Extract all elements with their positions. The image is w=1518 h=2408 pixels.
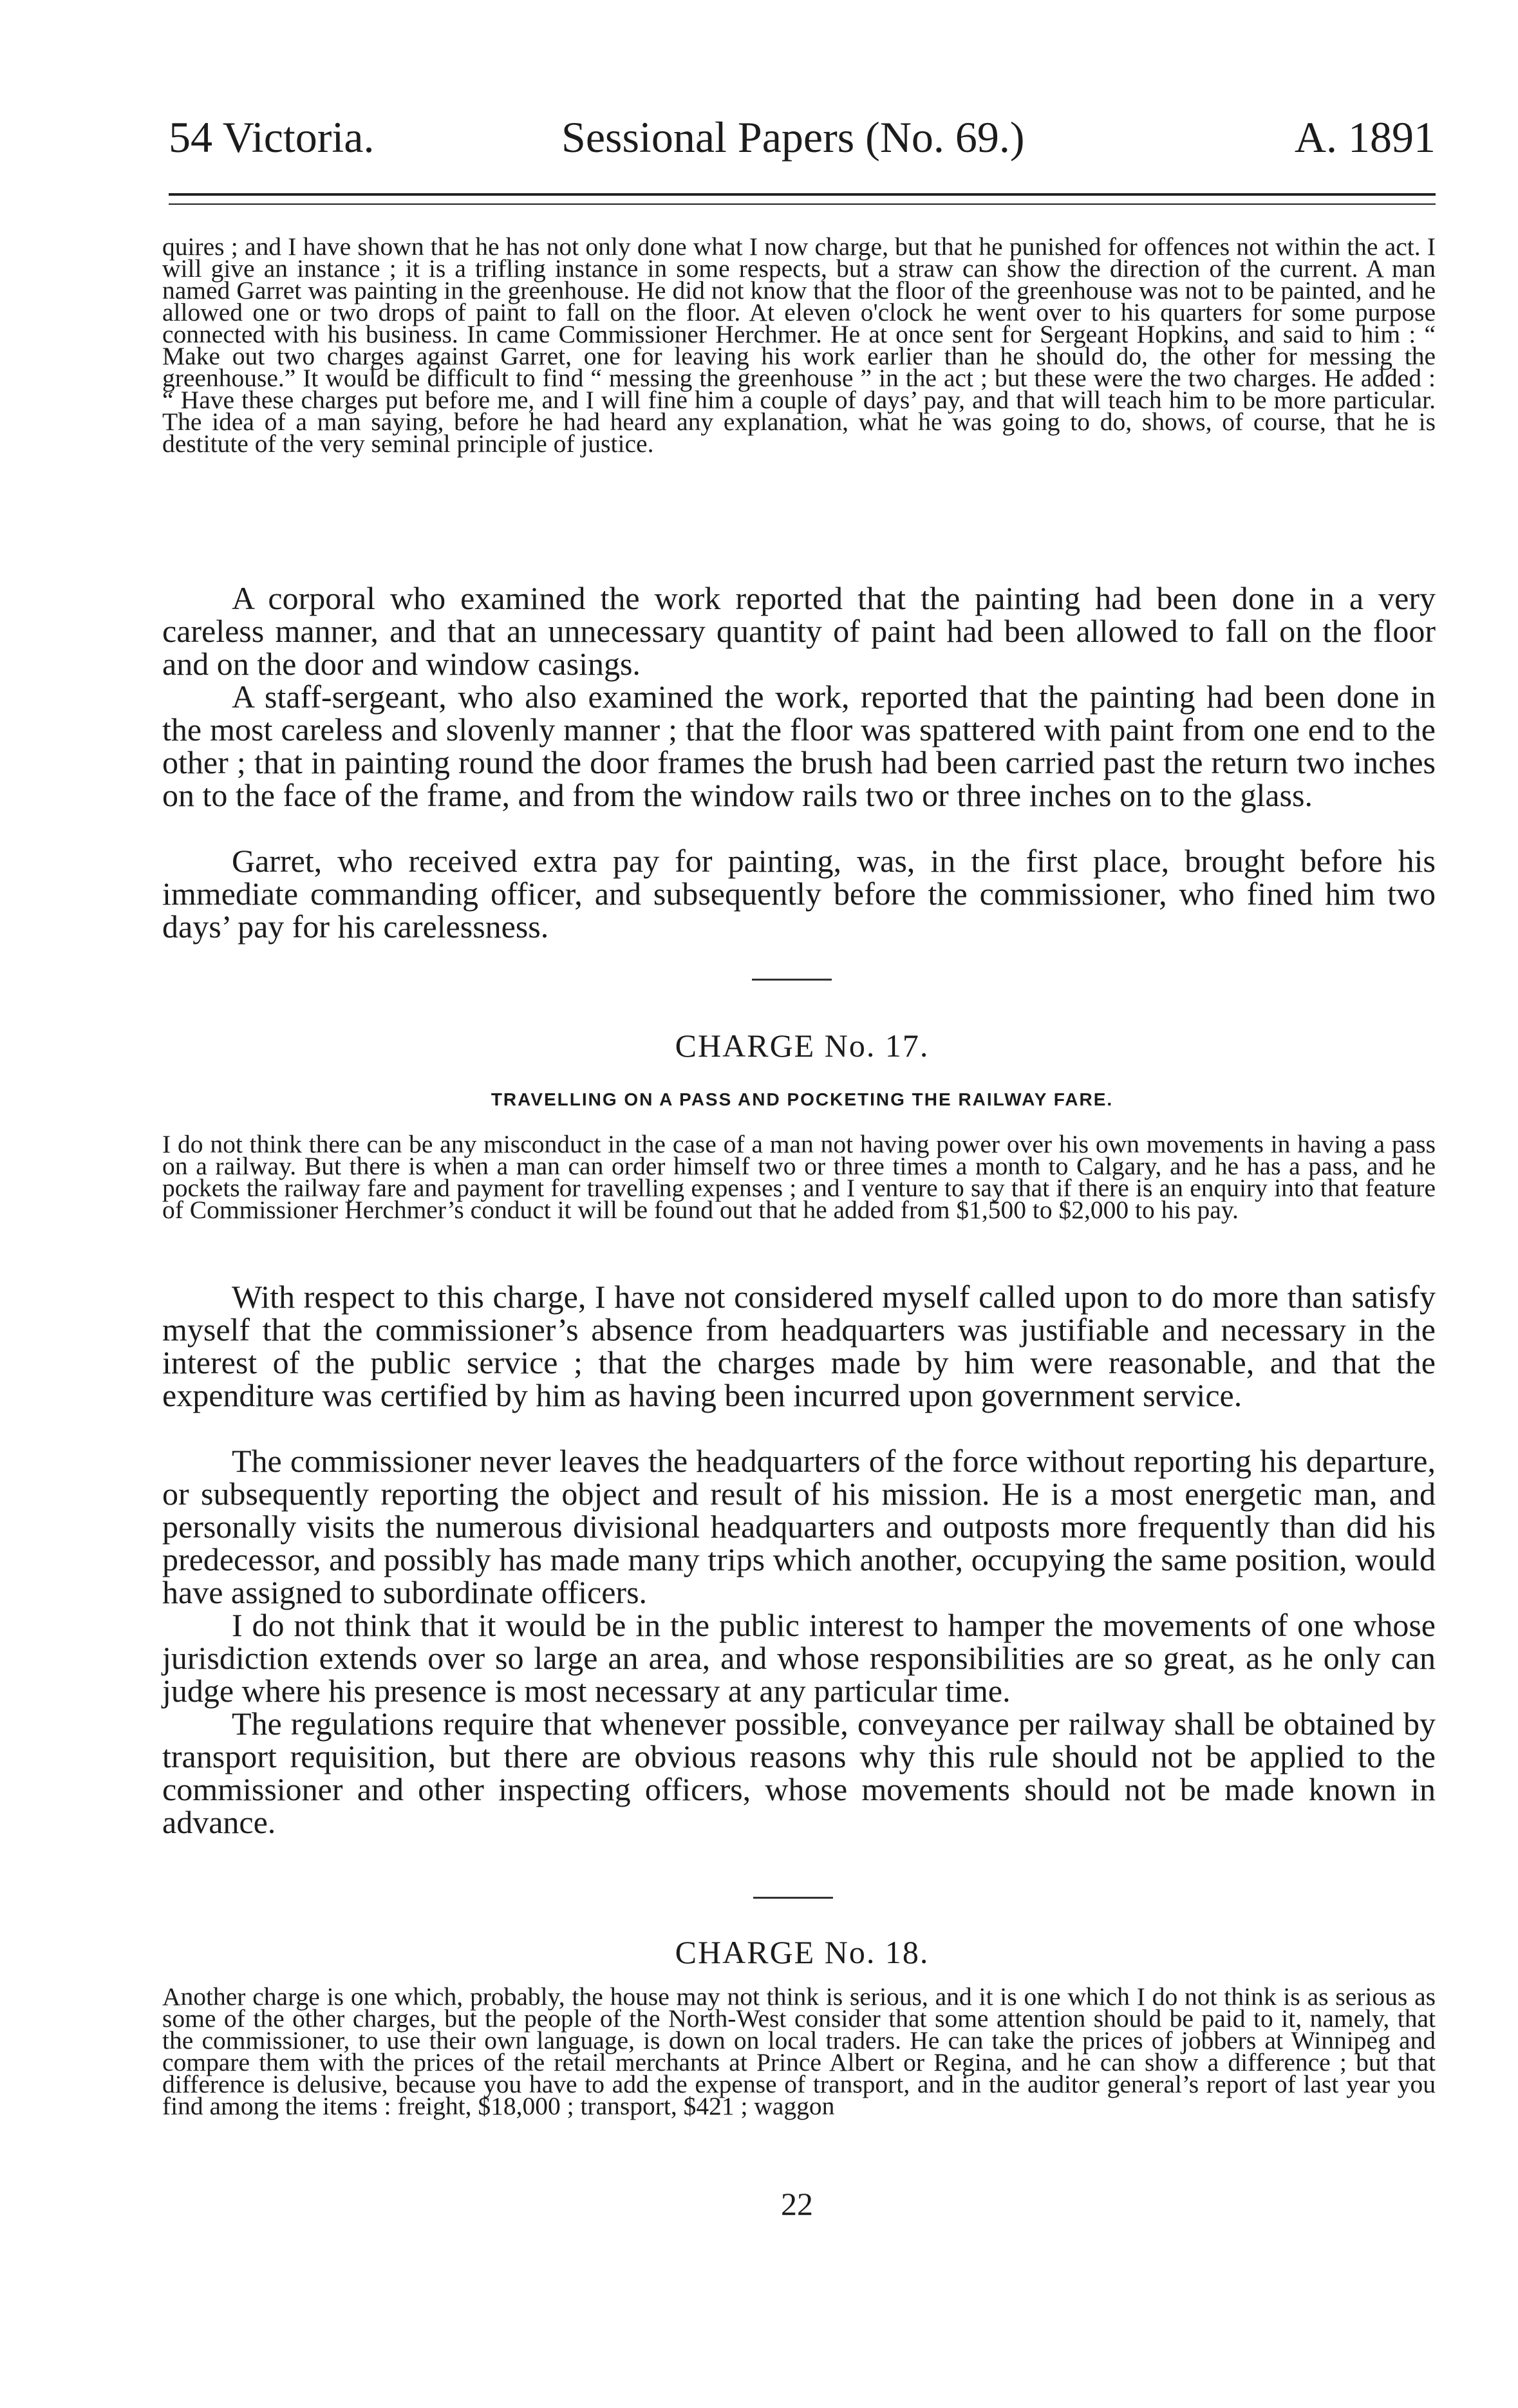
charge-17-quote: I do not think there can be any misconduct in the case of a man not having power over his own movements in having a pass on a railway. But there is when a man can order himself two or three times a month to Calgary, and he has a pass, and he pockets the railway fare and payment for travelling expenses ; and I venture to say that if there is an enquiry into that feature of Commissioner Herchmer’s conduct it will be found out that he added from $1,500 to $2,000 to his pay. — [162, 1130, 1436, 1224]
section-divider — [753, 1897, 833, 1899]
charge-18-heading: CHARGE No. 18. — [675, 1934, 930, 1970]
charge-18-quote: Another charge is one which, probably, the house may not think is serious, and it is one which I do not think is as serious as some of the other charges, but the people of the North-West consider that some attention should be paid to it, namely, that the commissioner, to use their own language, is down on local traders. He can take the prices of jobbers at Winnipeg and compare them with the prices of the retail merchants at Prince Albert or Regina, and he can show a difference ; but that difference is delusive, because you have to add the expense of transport, and in the auditor general’s report of last year you find among the items : freight, $18,000 ; transport, $421 ; waggon — [162, 1982, 1436, 2120]
charge-17-response-paragraph: The commissioner never leaves the headquarters of the force without reporting his departure, or subsequently reporting the object and result of his mission. He is a most energetic man, and personally visits the numerous divisional headquarters and outposts more frequently than did his predecessor, and possibly has made many trips which another, occupying the same position, would have assigned to subordinate officers. — [162, 1443, 1436, 1610]
charge-17-response-paragraph: The regulations require that whenever possible, conveyance per railway shall be obtained by transport requisition, but there are obvious reasons why this rule should not be applied to the commissioner and other inspecting officers, whose movements should not be made known in advance. — [162, 1706, 1436, 1840]
charge-16-response-paragraph: A corporal who examined the work reported that the painting had been done in a very careless manner, and that an unnecessary quantity of paint had been allowed to fall on the floor and on the door and window casings. — [162, 580, 1436, 682]
charge-17-response-paragraph: I do not think that it would be in the public interest to hamper the movements of one whose jurisdiction extends over so large an area, and whose responsibilities are so great, as he only can judge where his presence is most necessary at any particular time. — [162, 1607, 1436, 1709]
header-session: 54 Victoria. — [169, 113, 375, 162]
charge-16-response-paragraph: Garret, who received extra pay for painting, was, in the first place, brought before his immediate commanding officer, and subsequently before the commissioner, who fined him two days’ pay for his carelessness. — [162, 843, 1436, 945]
header-rule-thick — [169, 193, 1436, 196]
header-rule-thin — [169, 203, 1436, 205]
charge-17-heading: CHARGE No. 17. — [675, 1028, 930, 1064]
running-header — [169, 108, 1436, 166]
header-sessional-papers: Sessional Papers (No. 69.) — [561, 113, 1025, 162]
section-divider — [752, 979, 832, 981]
charge-16-quote-continuation: quires ; and I have shown that he has not only done what I now charge, but that he punished for offences not within the act. I will give an instance ; it is a trifling instance in some respects, but a straw can show the direction of the current. A man named Garret was painting in the greenhouse. He did not know that the floor of the greenhouse was not to be painted, and he allowed one or two drops of paint to fall on the floor. At eleven o'clock he went over to his quarters for some purpose connected with his business. In came Commissioner Herchmer. He at once sent for Sergeant Hopkins, and said to him : “ Make out two charges against Garret, one for leaving his work earlier than he should do, the other for messing the greenhouse.” It would be difficult to find “ messing the greenhouse ” in the act ; but these were the two charges. He added : “ Have these charges put before me, and I will fine him a couple of days’ pay, and that will teach him to be more particular. The idea of a man saying, before he had heard any explanation, what he was going to do, shows, of course, that he is destitute of the very seminal principle of justice. — [162, 232, 1436, 458]
charge-17-response-paragraph: With respect to this charge, I have not considered myself called upon to do more than satisfy myself that the commissioner’s absence from headquarters was justifiable and necessary in the interest of the public service ; that the charges made by him were reasonable, and that the expenditure was certified by him as having been incurred upon government service. — [162, 1279, 1436, 1413]
page-number: 22 — [781, 2186, 813, 2222]
header-year: A. 1891 — [1294, 113, 1436, 162]
charge-17-subtitle: TRAVELLING ON A PASS AND POCKETING THE RAILWAY FARE. — [491, 1089, 1114, 1109]
charge-16-response-paragraph: A staff-sergeant, who also examined the work, reported that the painting had been done in the most careless and slovenly manner ; that the floor was spattered with paint from one end to the other ; that in painting round the door frames the brush had been carried past the return two inches on to the face of the frame, and from the window rails two or three inches on to the glass. — [162, 679, 1436, 813]
